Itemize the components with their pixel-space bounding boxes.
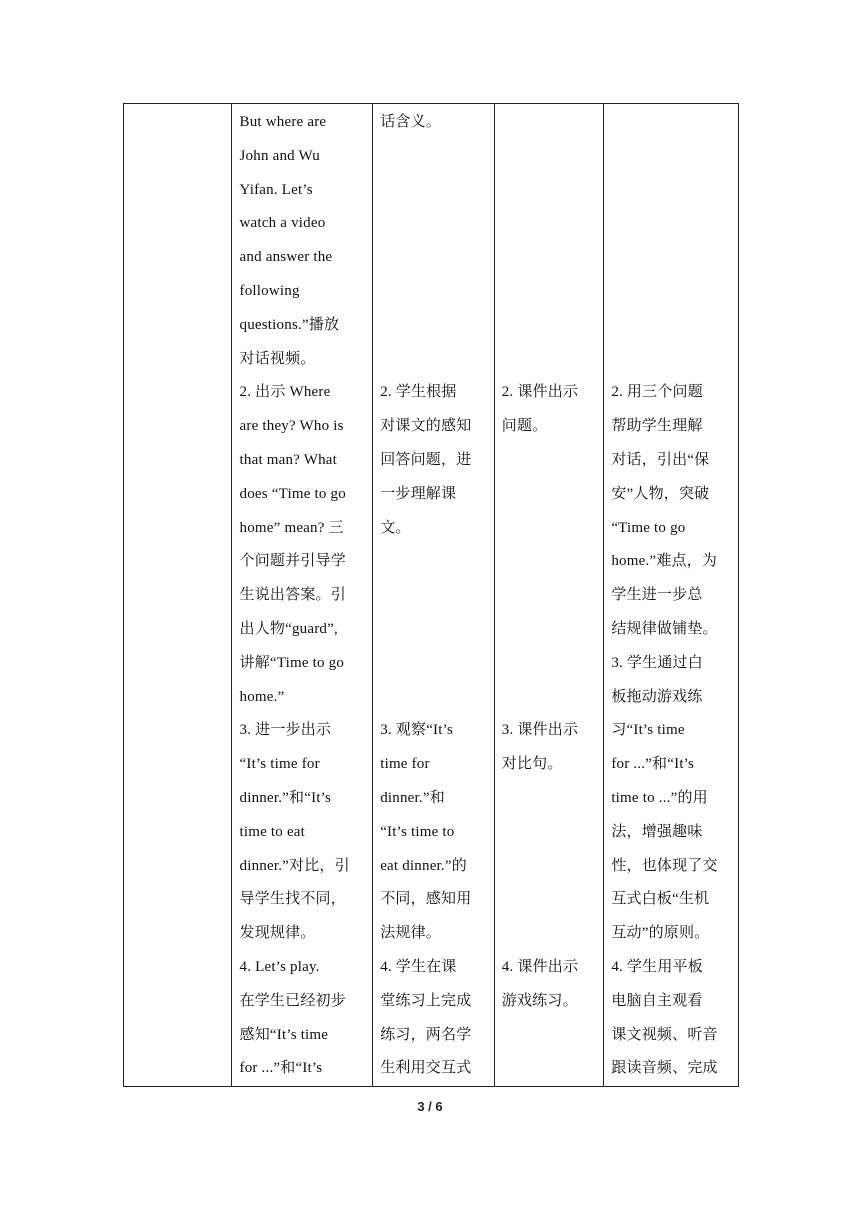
- student-activity-line: 话含义。: [380, 114, 442, 130]
- teacher-activity-cell: [231, 104, 373, 1087]
- purpose-line: 跟读音频、完成: [611, 1060, 718, 1077]
- media-line: 2. 课件出示: [501, 384, 579, 401]
- purpose-line: 2. 用三个问题: [611, 384, 703, 401]
- media-line-blank: [502, 309, 604, 343]
- media-line: 4. 课件出示: [501, 958, 579, 975]
- media-line: 3. 课件出示: [501, 722, 579, 739]
- student-activity-line-blank: [380, 579, 494, 613]
- media-line: 问题。: [501, 418, 548, 435]
- purpose-line-blank: [611, 207, 738, 241]
- student-activity-line: 回答问题，进: [380, 451, 472, 468]
- student-activity-line-blank: [380, 309, 494, 343]
- student-activity-lines: [380, 106, 494, 1086]
- media-line-blank: [502, 275, 604, 309]
- media-line-blank: [502, 444, 604, 478]
- purpose-line: 互式白板“生机: [611, 891, 710, 908]
- media-line-blank: [502, 478, 604, 512]
- media-line-blank: [502, 174, 604, 208]
- teacher-activity-line: 个问题并引导学: [239, 553, 346, 570]
- purpose-line: 性，也体现了交: [611, 857, 718, 874]
- student-activity-line-blank: [380, 140, 494, 174]
- media-line-blank: [502, 343, 604, 377]
- teacher-activity-line: are they? Who is: [239, 418, 344, 435]
- media-lines: [502, 106, 604, 1019]
- student-activity-line-blank: [380, 275, 494, 309]
- purpose-line: 帮助学生理解: [611, 418, 703, 435]
- teacher-activity-line: “It’s time for: [239, 756, 320, 773]
- purpose-line-blank: [611, 174, 738, 208]
- teacher-activity-line: 3. 进一步出示: [239, 722, 332, 739]
- stage-cell: [124, 104, 232, 1087]
- table-row: [124, 104, 739, 1087]
- purpose-line-blank: [611, 106, 738, 140]
- purpose-line-blank: [611, 275, 738, 309]
- teacher-activity-line: 4. Let’s play.: [239, 958, 320, 975]
- student-activity-line: 一步理解课: [380, 485, 457, 502]
- teacher-activity-line: 在学生已经初步: [239, 992, 346, 1009]
- student-activity-line: 3. 观察“It’s: [380, 722, 454, 739]
- teacher-activity-line: questions.”播放: [239, 316, 340, 333]
- student-activity-line: 练习，两名学: [380, 1026, 472, 1043]
- student-activity-cell: [373, 104, 495, 1087]
- student-activity-line: 堂练习上完成: [380, 992, 472, 1009]
- teacher-activity-line: and answer the: [239, 249, 333, 266]
- student-activity-line-blank: [380, 207, 494, 241]
- student-activity-line: 文。: [380, 519, 411, 536]
- teacher-activity-line: 导学生找不同，: [239, 891, 346, 908]
- teacher-activity-line: 出人物“guard”,: [239, 620, 338, 637]
- teacher-activity-line: But where are: [239, 114, 327, 130]
- media-line-blank: [502, 613, 604, 647]
- teacher-activity-line: 生说出答案。引: [239, 587, 346, 604]
- media-line-blank: [502, 681, 604, 715]
- teacher-activity-line: for ...”和“It’s: [239, 1060, 323, 1077]
- purpose-line-blank: [611, 343, 738, 377]
- media-line-blank: [502, 106, 604, 140]
- student-activity-line-blank: [380, 613, 494, 647]
- purpose-line: 习“It’s time: [611, 722, 685, 739]
- media-line-blank: [502, 647, 604, 681]
- media-line-blank: [502, 816, 604, 850]
- media-line: 游戏练习。: [501, 992, 578, 1009]
- media-line-blank: [502, 545, 604, 579]
- student-activity-line: 不同，感知用: [380, 891, 472, 908]
- teacher-activity-line: time to eat: [239, 823, 306, 840]
- purpose-line: “Time to go: [611, 519, 686, 536]
- student-activity-line-blank: [380, 343, 494, 377]
- purpose-line: 4. 学生用平板: [611, 958, 703, 975]
- media-line-blank: [502, 850, 604, 884]
- lesson-plan-table: [123, 103, 739, 1087]
- student-activity-line-blank: [380, 647, 494, 681]
- teacher-activity-line: that man? What: [239, 451, 338, 468]
- student-activity-line-blank: [380, 174, 494, 208]
- teacher-activity-line: home” mean? 三: [239, 519, 344, 536]
- media-line-blank: [502, 782, 604, 816]
- purpose-line: 3. 学生通过白: [611, 654, 703, 671]
- student-activity-line: 法规律。: [380, 925, 442, 942]
- page-number: 3 / 6: [417, 1099, 443, 1114]
- purpose-line: 板拖动游戏练: [611, 688, 703, 705]
- purpose-line-blank: [611, 140, 738, 174]
- purpose-line: 结规律做铺垫。: [611, 620, 718, 637]
- purpose-line: 电脑自主观看: [611, 992, 703, 1009]
- student-activity-line: 生利用交互式: [380, 1060, 472, 1077]
- student-activity-line: eat dinner.”的: [380, 857, 467, 874]
- purpose-line: home.”难点，为: [611, 553, 718, 570]
- teacher-activity-line: dinner.”对比，引: [239, 857, 350, 874]
- teacher-activity-line: does “Time to go: [239, 485, 346, 502]
- purpose-line-blank: [611, 309, 738, 343]
- media-line: 对比句。: [501, 756, 563, 773]
- purpose-line: 互动”的原则。: [611, 925, 710, 942]
- student-activity-line-blank: [380, 545, 494, 579]
- student-activity-line: time for: [380, 756, 430, 773]
- student-activity-line-blank: [380, 681, 494, 715]
- teacher-activity-line: 发现规律。: [239, 925, 316, 942]
- purpose-line: 课文视频、听音: [611, 1026, 718, 1043]
- purpose-line: for ...”和“It’s: [611, 756, 695, 773]
- teacher-activity-line: John and Wu: [239, 147, 320, 164]
- teacher-activity-lines: [240, 106, 373, 1086]
- student-activity-line: 4. 学生在课: [380, 958, 457, 975]
- teacher-activity-line: Yifan. Let’s: [239, 181, 313, 198]
- purpose-line: 对话，引出“保: [611, 451, 710, 468]
- teacher-activity-line: following: [239, 282, 300, 299]
- student-activity-line: 2. 学生根据: [380, 384, 457, 401]
- media-line-blank: [502, 140, 604, 174]
- teacher-activity-line: watch a video: [239, 215, 326, 232]
- student-activity-line-blank: [380, 241, 494, 275]
- purpose-line-blank: [611, 241, 738, 275]
- student-activity-line: dinner.”和: [380, 789, 445, 806]
- purpose-line: time to ...”的用: [611, 789, 708, 806]
- teacher-activity-line: dinner.”和“It’s: [239, 789, 332, 806]
- media-line-blank: [502, 241, 604, 275]
- teacher-activity-line: 讲解“Time to go: [239, 654, 345, 671]
- purpose-line: 法，增强趣味: [611, 823, 703, 840]
- media-line-blank: [502, 917, 604, 951]
- media-line-blank: [502, 883, 604, 917]
- purpose-lines: [611, 106, 738, 1086]
- student-activity-line: 对课文的感知: [380, 418, 472, 435]
- purpose-line: 安”人物，突破: [611, 485, 710, 502]
- media-line-blank: [502, 512, 604, 546]
- teacher-activity-line: 2. 出示 Where: [239, 384, 331, 401]
- teacher-activity-line: 对话视频。: [239, 350, 316, 367]
- media-cell: [494, 104, 604, 1087]
- student-activity-line: “It’s time to: [380, 823, 455, 840]
- purpose-line: 学生进一步总: [611, 587, 703, 604]
- media-line-blank: [502, 207, 604, 241]
- media-line-blank: [502, 579, 604, 613]
- teacher-activity-line: 感知“It’s time: [239, 1026, 329, 1043]
- teacher-activity-line: home.”: [239, 688, 285, 705]
- purpose-cell: [604, 104, 739, 1087]
